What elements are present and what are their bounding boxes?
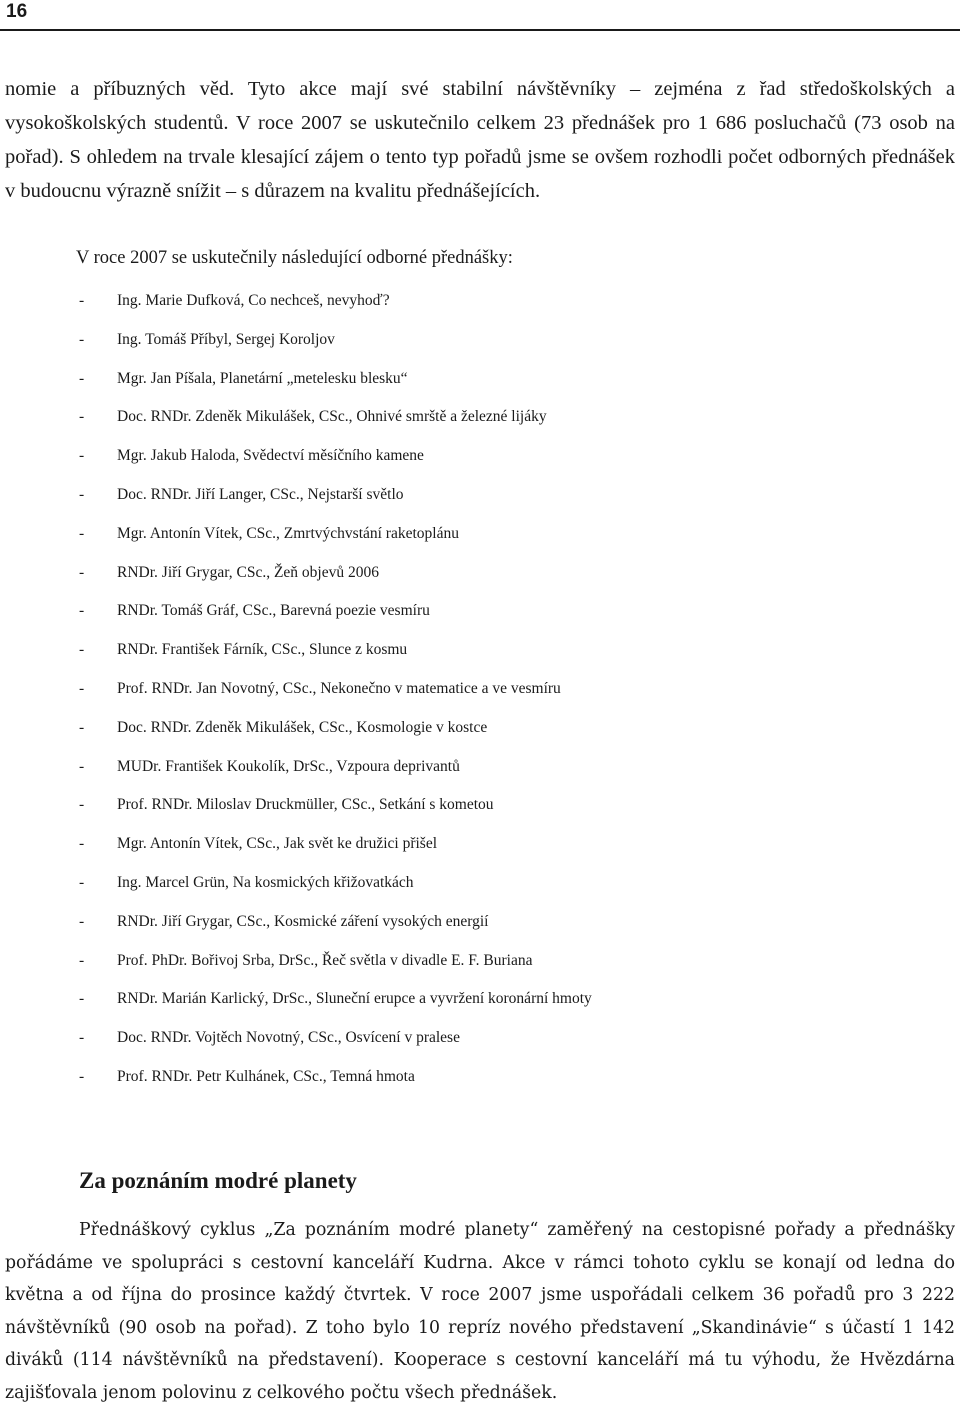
lecture-item xyxy=(0,750,960,789)
lecture-item xyxy=(0,866,960,905)
list-bullet: - xyxy=(79,369,85,387)
list-bullet: - xyxy=(79,524,85,542)
lecture-text: Doc. RNDr. Zdeněk Mikulášek, CSc., Ohnivé smrště a železné lijáky xyxy=(117,408,547,426)
lecture-text: Ing. Marcel Grün, Na kosmických křižovatkách xyxy=(117,873,414,891)
lecture-item xyxy=(0,944,960,983)
lecture-text: RNDr. Jiří Grygar, CSc., Žeň objevů 2006 xyxy=(117,563,379,581)
lecture-text: RNDr. František Fárník, CSc., Slunce z kosmu xyxy=(117,641,408,659)
lecture-text: MUDr. František Koukolík, DrSc., Vzpoura deprivantů xyxy=(117,757,460,775)
section-body: Přednáškový cyklus „Za poznáním modré planety“ zaměřený na cestopisné pořady a přednášky pořádáme ve spolupráci s cestovní kanceláří Kudrna. Akce v rámci tohoto cyklu se konají od ledna do května a od října do prosince každý čtvrtek. V roce 2007 jsme uspořádali celkem 36 pořadů pro 3 222 návštěvníků (90 osob na pořad). Z toho bylo 10 repríz nového představení „Skandinávie“ s účastí 1 142 diváků (114 návštěvníků na představení). Kooperace s cestovní kanceláří má tu výhodu, že Hvězdárna zajišťovala jenom polovinu z celkového počtu všech přednášek. xyxy=(5,1220,955,1403)
list-bullet: - xyxy=(79,679,85,697)
list-bullet: - xyxy=(79,757,85,775)
page-number: 16 xyxy=(6,1,28,22)
lecture-item xyxy=(0,478,960,517)
lecture-item xyxy=(0,556,960,595)
lecture-item xyxy=(0,711,960,750)
lecture-item xyxy=(0,982,960,1021)
lecture-item xyxy=(0,594,960,633)
lecture-text: Prof. PhDr. Bořivoj Srba, DrSc., Řeč světla v divadle E. F. Buriana xyxy=(117,951,533,969)
lecture-item xyxy=(0,1021,960,1060)
list-bullet: - xyxy=(79,641,85,659)
lecture-item xyxy=(0,788,960,827)
list-bullet: - xyxy=(79,485,85,503)
lecture-text: Ing. Marie Dufková, Co nechceš, nevyhoď? xyxy=(117,292,390,309)
lecture-text: Doc. RNDr. Jiří Langer, CSc., Nejstarší světlo xyxy=(117,485,404,503)
lecture-text: Prof. RNDr. Petr Kulhánek, CSc., Temná hmota xyxy=(117,1067,415,1085)
lectures-heading: V roce 2007 se uskutečnily následující odborné přednášky: xyxy=(76,248,513,268)
section-title: Za poznáním modré planety xyxy=(79,1168,357,1193)
list-bullet: - xyxy=(79,602,85,620)
lecture-item xyxy=(0,633,960,672)
list-bullet: - xyxy=(79,408,85,426)
lecture-item xyxy=(0,827,960,866)
list-bullet: - xyxy=(79,1029,85,1047)
list-bullet: - xyxy=(79,1067,85,1085)
list-bullet: - xyxy=(79,951,85,969)
lecture-item xyxy=(0,362,960,401)
lecture-text: RNDr. Marián Karlický, DrSc., Sluneční erupce a vyvržení koronární hmoty xyxy=(117,990,592,1008)
list-bullet: - xyxy=(79,835,85,853)
lecture-text: Doc. RNDr. Vojtěch Novotný, CSc., Osvícení v pralese xyxy=(117,1029,460,1047)
lecture-text: Mgr. Jakub Haloda, Svědectví měsíčního kamene xyxy=(117,447,424,465)
lecture-item xyxy=(0,517,960,556)
lecture-item xyxy=(0,323,960,362)
list-bullet: - xyxy=(79,718,85,736)
lecture-item xyxy=(0,672,960,711)
lecture-text: Ing. Tomáš Příbyl, Sergej Koroljov xyxy=(117,330,335,348)
lecture-item xyxy=(0,284,960,323)
lecture-text: Prof. RNDr. Jan Novotný, CSc., Nekonečno v matematice a ve vesmíru xyxy=(117,679,561,697)
lecture-item xyxy=(0,1060,960,1099)
list-bullet: - xyxy=(79,990,85,1008)
lecture-text: RNDr. Jiří Grygar, CSc., Kosmické záření vysokých energií xyxy=(117,912,489,930)
lecture-item xyxy=(0,905,960,944)
list-bullet: - xyxy=(79,330,85,348)
lecture-text: RNDr. Tomáš Gráf, CSc., Barevná poezie vesmíru xyxy=(117,602,430,620)
list-bullet: - xyxy=(79,796,85,814)
list-bullet: - xyxy=(79,447,85,465)
lectures-list xyxy=(0,284,960,1099)
lecture-text: Prof. RNDr. Miloslav Druckmüller, CSc., Setkání s kometou xyxy=(117,796,494,814)
lecture-text: Doc. RNDr. Zdeněk Mikulášek, CSc., Kosmologie v kostce xyxy=(117,718,488,736)
lecture-item xyxy=(0,439,960,478)
lecture-text: Mgr. Antonín Vítek, CSc., Jak svět ke družici přišel xyxy=(117,835,438,853)
list-bullet: - xyxy=(79,563,85,581)
list-bullet: - xyxy=(79,292,85,309)
lecture-item xyxy=(0,400,960,439)
intro-paragraph: nomie a příbuzných věd. Tyto akce mají své stabilní návštěvníky – zejména z řad středoškolských a vysokoškolských studentů. V roce 2007 se uskutečnilo celkem 23 přednášek pro 1 686 posluchačů (73 osob na pořad). S ohledem na trvale klesající zájem o tento typ pořadů jsme se ovšem rozhodli počet odborných přednášek v budoucnu výrazně snížit – s důrazem na kvalitu přednášejících. xyxy=(5,78,955,202)
lecture-text: Mgr. Jan Píšala, Planetární „metelesku blesku“ xyxy=(117,369,408,387)
list-bullet: - xyxy=(79,912,85,930)
list-bullet: - xyxy=(79,873,85,891)
header-rule xyxy=(0,29,960,31)
lecture-text: Mgr. Antonín Vítek, CSc., Zmrtvýchvstání raketoplánu xyxy=(117,524,459,542)
